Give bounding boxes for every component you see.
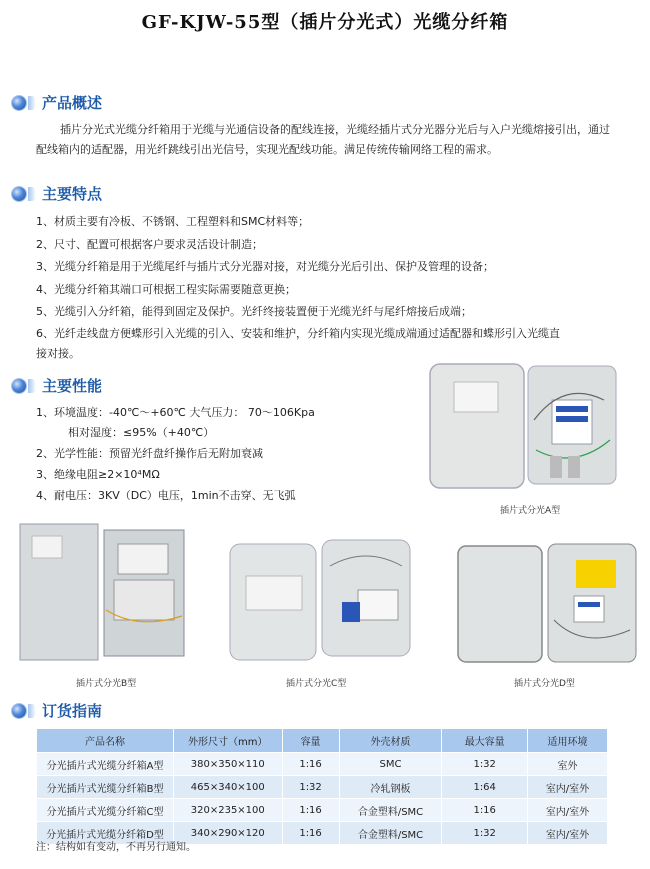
table-row [37, 776, 608, 799]
page-title: GF-KJW-55型（插片分光式）光缆分纤箱 [141, 12, 509, 33]
table-cell: 1:32 [442, 822, 528, 845]
table-cell: 室外 [528, 753, 608, 776]
bullet-icon [12, 96, 26, 110]
table-cell: 分光插片式光缆分纤箱C型 [37, 799, 174, 822]
footnote: 注：结构如有变动，不再另行通知。 [36, 842, 196, 853]
product-photo-d [454, 540, 640, 668]
product-photo-a [424, 360, 624, 494]
table-cell: 1:16 [282, 753, 339, 776]
table-header-cell: 外形尺寸（mm） [174, 729, 282, 753]
product-photo-b [18, 520, 188, 664]
table-cell: 1:16 [282, 799, 339, 822]
bullet-icon [12, 704, 26, 718]
ordering-table [36, 728, 608, 845]
feature-item: 接对接。 [36, 347, 80, 360]
feature-item: 1、材质主要有冷板、不锈钢、工程塑料和SMC材料等； [36, 215, 310, 228]
feature-item: 4、光缆分纤箱其端口可根据工程实际需要随意更换； [36, 283, 296, 296]
section-title-ordering: 订货指南 [42, 702, 103, 720]
section-title-overview: 产品概述 [42, 94, 103, 112]
performance-item: 3、绝缘电阻≥2×10⁴MΩ [36, 468, 160, 481]
table-cell: 465×340×100 [174, 776, 282, 799]
table-cell: 320×235×100 [174, 799, 282, 822]
table-cell: 分光插片式光缆分纤箱A型 [37, 753, 174, 776]
caption-b: 插片式分光B型 [76, 679, 137, 689]
section-header-features [12, 183, 102, 204]
feature-item: 3、光缆分纤箱是用于光缆尾纤与插片式分光器对接，对光缆分光后引出、保护及管理的设备； [36, 260, 494, 273]
wave-decoration [28, 379, 36, 393]
table-cell: 合金塑料/SMC [339, 822, 442, 845]
table-cell: 室内/室外 [528, 776, 608, 799]
table-row [37, 753, 608, 776]
feature-item: 2、尺寸、配置可根据客户要求灵活设计制造； [36, 238, 263, 251]
table-cell: 合金塑料/SMC [339, 799, 442, 822]
wave-decoration [28, 704, 36, 718]
table-cell: 室内/室外 [528, 822, 608, 845]
caption-c: 插片式分光C型 [286, 679, 347, 689]
table-cell: 340×290×120 [174, 822, 282, 845]
table-cell: 1:16 [282, 822, 339, 845]
performance-item: 1、环境温度：-40℃～+60℃ 大气压力： 70～106Kpa [36, 406, 315, 419]
table-header-cell: 适用环境 [528, 729, 608, 753]
caption-d: 插片式分光D型 [514, 679, 575, 689]
table-cell: 380×350×110 [174, 753, 282, 776]
table-header-cell: 容量 [282, 729, 339, 753]
table-cell: 1:32 [442, 753, 528, 776]
section-title-features: 主要特点 [42, 185, 103, 203]
table-cell: 冷轧钢板 [339, 776, 442, 799]
table-cell: 室内/室外 [528, 799, 608, 822]
performance-item: 2、光学性能：预留光纤盘纤操作后无附加衰减 [36, 447, 263, 460]
table-row [37, 799, 608, 822]
wave-decoration [28, 187, 36, 201]
wave-decoration [28, 96, 36, 110]
table-header-row [37, 729, 608, 753]
table-cell: 分光插片式光缆分纤箱B型 [37, 776, 174, 799]
table-header-cell: 最大容量 [442, 729, 528, 753]
table-cell: 分光插片式光缆分纤箱D型 [37, 822, 174, 845]
feature-item: 5、光缆引入分纤箱，能得到固定及保护。光纤终接装置便于光缆光纤与尾纤熔接后成端； [36, 305, 472, 318]
table-header-cell: 产品名称 [37, 729, 174, 753]
table-cell: 1:32 [282, 776, 339, 799]
product-photo-c [226, 536, 414, 666]
table-cell: 1:16 [442, 799, 528, 822]
table-cell: 1:64 [442, 776, 528, 799]
section-header-overview [12, 92, 102, 113]
section-header-ordering [12, 700, 102, 721]
performance-item: 4、耐电压：3KV（DC）电压，1min不击穿、无飞弧 [36, 489, 296, 502]
table-header-cell: 外壳材质 [339, 729, 442, 753]
caption-a: 插片式分光A型 [500, 506, 561, 516]
performance-item: 相对湿度：≤95%（+40℃） [68, 426, 215, 439]
bullet-icon [12, 187, 26, 201]
feature-item: 6、光纤走线盘方便蝶形引入光缆的引入、安装和维护，分纤箱内实现光缆成端通过适配器和蝶形引入光缆直 [36, 327, 560, 340]
bullet-icon [12, 379, 26, 393]
section-header-performance [12, 375, 102, 396]
table-cell: SMC [339, 753, 442, 776]
overview-paragraph: 插片分光式光缆分纤箱用于光缆与光通信设备的配线连接，光缆经插片式分光器分光后与入户光缆熔接引出，通过配线箱内的适配器，用光纤跳线引出光信号，实现光配线功能。满足传统传输网络工程的需求。 [36, 123, 610, 156]
section-title-performance: 主要性能 [42, 377, 103, 395]
